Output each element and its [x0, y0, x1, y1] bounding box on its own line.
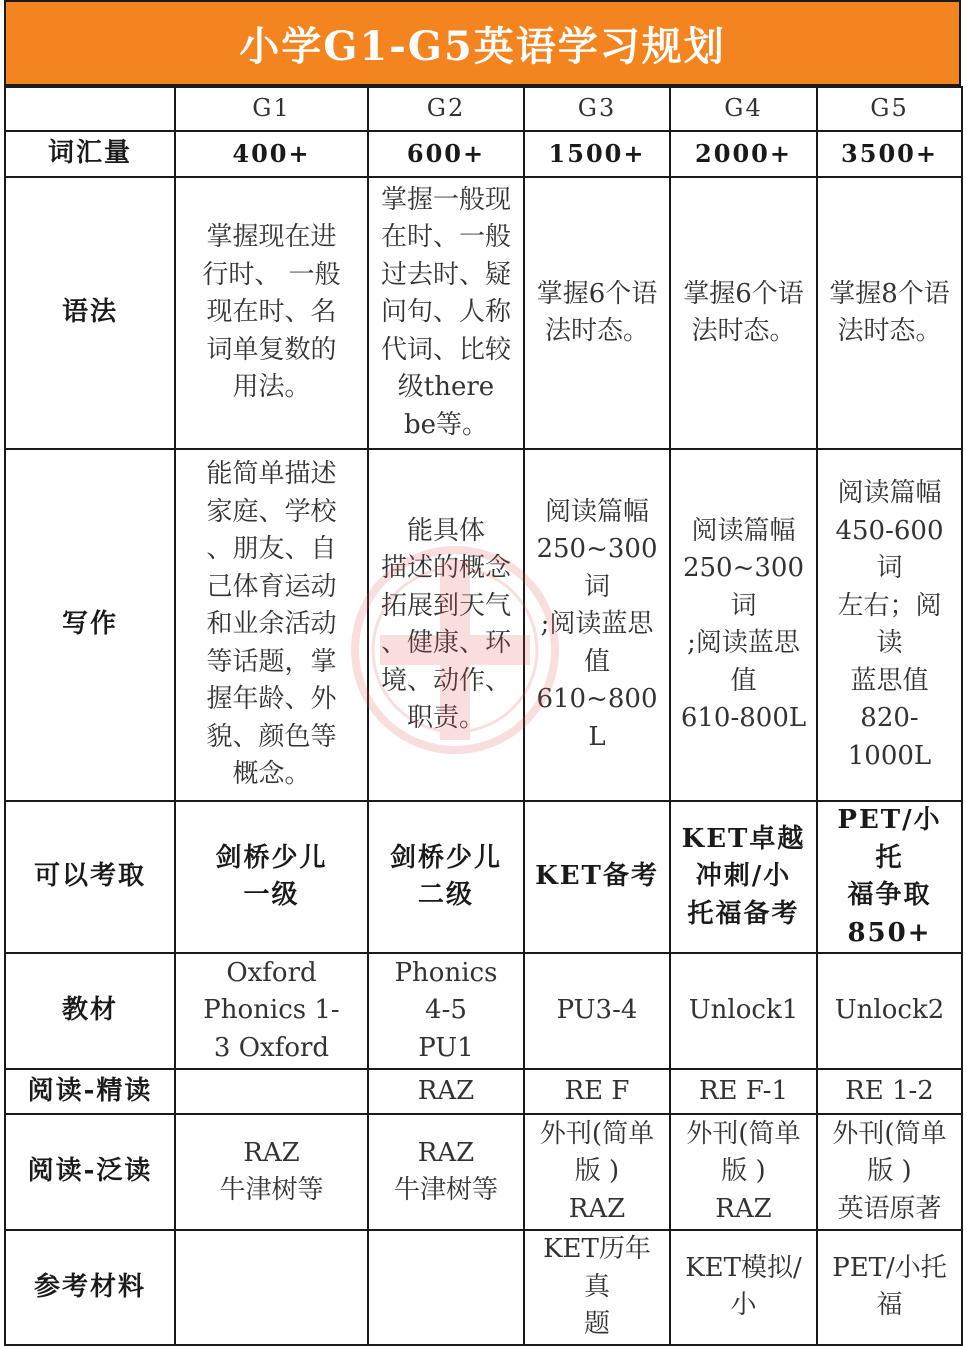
cell-textbook-g3 [524, 953, 670, 1069]
grade-header-g4: G4 [670, 87, 817, 131]
row-label-intensive: 阅读-精读 [5, 1069, 175, 1114]
cell-text: 剑桥少儿 一级 [215, 842, 328, 910]
cell-grammar-g5 [817, 177, 962, 449]
row-extensive [5, 1114, 962, 1230]
cell-writing-g2 [368, 449, 524, 801]
row-label-vocab: 词汇量 [5, 131, 175, 177]
row-label-writing: 写作 [5, 449, 175, 801]
cell-textbook-g4 [670, 953, 817, 1069]
cell-exam-g3 [524, 801, 670, 953]
page-title: 小学G1-G5英语学习规划 [239, 22, 726, 70]
cell-exam-g4 [670, 801, 817, 953]
cell-intensive-g2: RAZ [368, 1069, 524, 1114]
cell-writing-g4 [670, 449, 817, 801]
plan-table [4, 86, 963, 1346]
cell-text: 外刊(简单 版 ) 英语原著 [832, 1118, 947, 1224]
cell-text: 掌握一般现 在时、一般 过去时、疑 问句、人称 代词、比较 级there be等。 [380, 184, 511, 440]
cell-intensive-g3: RE F [524, 1069, 670, 1114]
cell-text: Phonics 4-5 PU1 [394, 957, 498, 1063]
cell-grammar-g4 [670, 177, 817, 449]
cell-text: Oxford Phonics 1- 3 Oxford [203, 957, 340, 1063]
row-label-textbook: 教材 [5, 953, 175, 1069]
cell-vocab-g2: 600+ [368, 131, 524, 177]
cell-exam-g2 [368, 801, 524, 953]
cell-text: 掌握6个语 法时态。 [536, 278, 658, 346]
cell-reference-g4 [670, 1230, 817, 1345]
cell-reference-g1 [175, 1230, 368, 1345]
cell-text: 掌握8个语 法时态。 [829, 278, 950, 346]
cell-text: PU3-4 [556, 995, 638, 1026]
cell-textbook-g2 [368, 953, 524, 1069]
cell-textbook-g1 [175, 953, 368, 1069]
cell-text: 阅读篇幅 250~300 词 ;阅读蓝思 值 610~800L [536, 496, 658, 752]
cell-text: 阅读篇幅 450-600 词 左右；阅 读 蓝思值 820- 1000L [835, 478, 944, 771]
row-label-extensive: 阅读-泛读 [5, 1114, 175, 1230]
grade-header-g5: G5 [817, 87, 962, 131]
cell-text: 掌握6个语 法时态。 [683, 278, 804, 346]
cell-textbook-g5 [817, 953, 962, 1069]
cell-vocab-g3: 1500+ [524, 131, 670, 177]
cell-text: 剑桥少儿 二级 [389, 842, 502, 910]
corner-cell [5, 87, 175, 131]
grade-header-g3: G3 [524, 87, 670, 131]
cell-extensive-g5 [817, 1114, 962, 1230]
cell-exam-g5 [817, 801, 962, 953]
row-label-reference: 参考材料 [5, 1230, 175, 1345]
cell-text: 能简单描述 家庭、学校 、朋友、自 己体育运动 和业余活动 等话题，掌 握年龄、外 貌、颜色等 概念。 [206, 459, 337, 790]
cell-reference-g5 [817, 1230, 962, 1345]
cell-text: KET备考 [535, 861, 659, 892]
row-reference [5, 1230, 962, 1345]
cell-text: KET模拟/ 小 [685, 1252, 802, 1321]
cell-writing-g5 [817, 449, 962, 801]
cell-intensive-g5: RE 1-2 [817, 1069, 962, 1114]
row-textbook [5, 953, 962, 1069]
row-vocab [5, 131, 962, 177]
cell-text: RAZ 牛津树等 [393, 1137, 498, 1205]
cell-text: Unlock1 [688, 995, 799, 1026]
cell-writing-g1 [175, 449, 368, 801]
cell-grammar-g2 [368, 177, 524, 449]
cell-text: Unlock2 [834, 995, 945, 1026]
cell-text: 外刊(简单 版 ) RAZ [686, 1118, 801, 1224]
cell-grammar-g1 [175, 177, 368, 449]
cell-extensive-g2 [368, 1114, 524, 1230]
cell-extensive-g4 [670, 1114, 817, 1230]
header-row [5, 87, 962, 131]
cell-exam-g1 [175, 801, 368, 953]
cell-text: KET历年真 题 [543, 1234, 651, 1339]
row-intensive [5, 1069, 962, 1114]
cell-intensive-g1 [175, 1069, 368, 1114]
title-bar [4, 0, 961, 86]
cell-text: 能具体 描述的概念 拓展到天气 、健康、环 境、动作、 职责。 [380, 515, 511, 733]
row-label-grammar: 语法 [5, 177, 175, 449]
cell-text: RAZ 牛津树等 [219, 1137, 324, 1205]
cell-text: 外刊(简单 版 ) RAZ [539, 1118, 655, 1224]
grade-header-g1: G1 [175, 87, 368, 131]
row-exam [5, 801, 962, 953]
grade-header-g2: G2 [368, 87, 524, 131]
cell-grammar-g3 [524, 177, 670, 449]
cell-text: PET/小托 福争取 850+ [837, 805, 942, 948]
row-writing [5, 449, 962, 801]
cell-text: PET/小托 福 [832, 1252, 947, 1321]
cell-reference-g2 [368, 1230, 524, 1345]
row-grammar [5, 177, 962, 449]
cell-text: 掌握现在进 行时、 一般 现在时、名 词单复数的 用法。 [202, 222, 341, 403]
cell-text: 阅读篇幅 250~300 词 ;阅读蓝思 值 610-800L [680, 515, 807, 733]
row-label-exam: 可以考取 [5, 801, 175, 953]
cell-extensive-g3 [524, 1114, 670, 1230]
cell-intensive-g4: RE F-1 [670, 1069, 817, 1114]
cell-vocab-g1: 400+ [175, 131, 368, 177]
cell-vocab-g5: 3500+ [817, 131, 962, 177]
cell-writing-g3 [524, 449, 670, 801]
cell-extensive-g1 [175, 1114, 368, 1230]
cell-reference-g3 [524, 1230, 670, 1345]
cell-text: KET卓越 冲刺/小 托福备考 [681, 823, 806, 929]
cell-vocab-g4: 2000+ [670, 131, 817, 177]
